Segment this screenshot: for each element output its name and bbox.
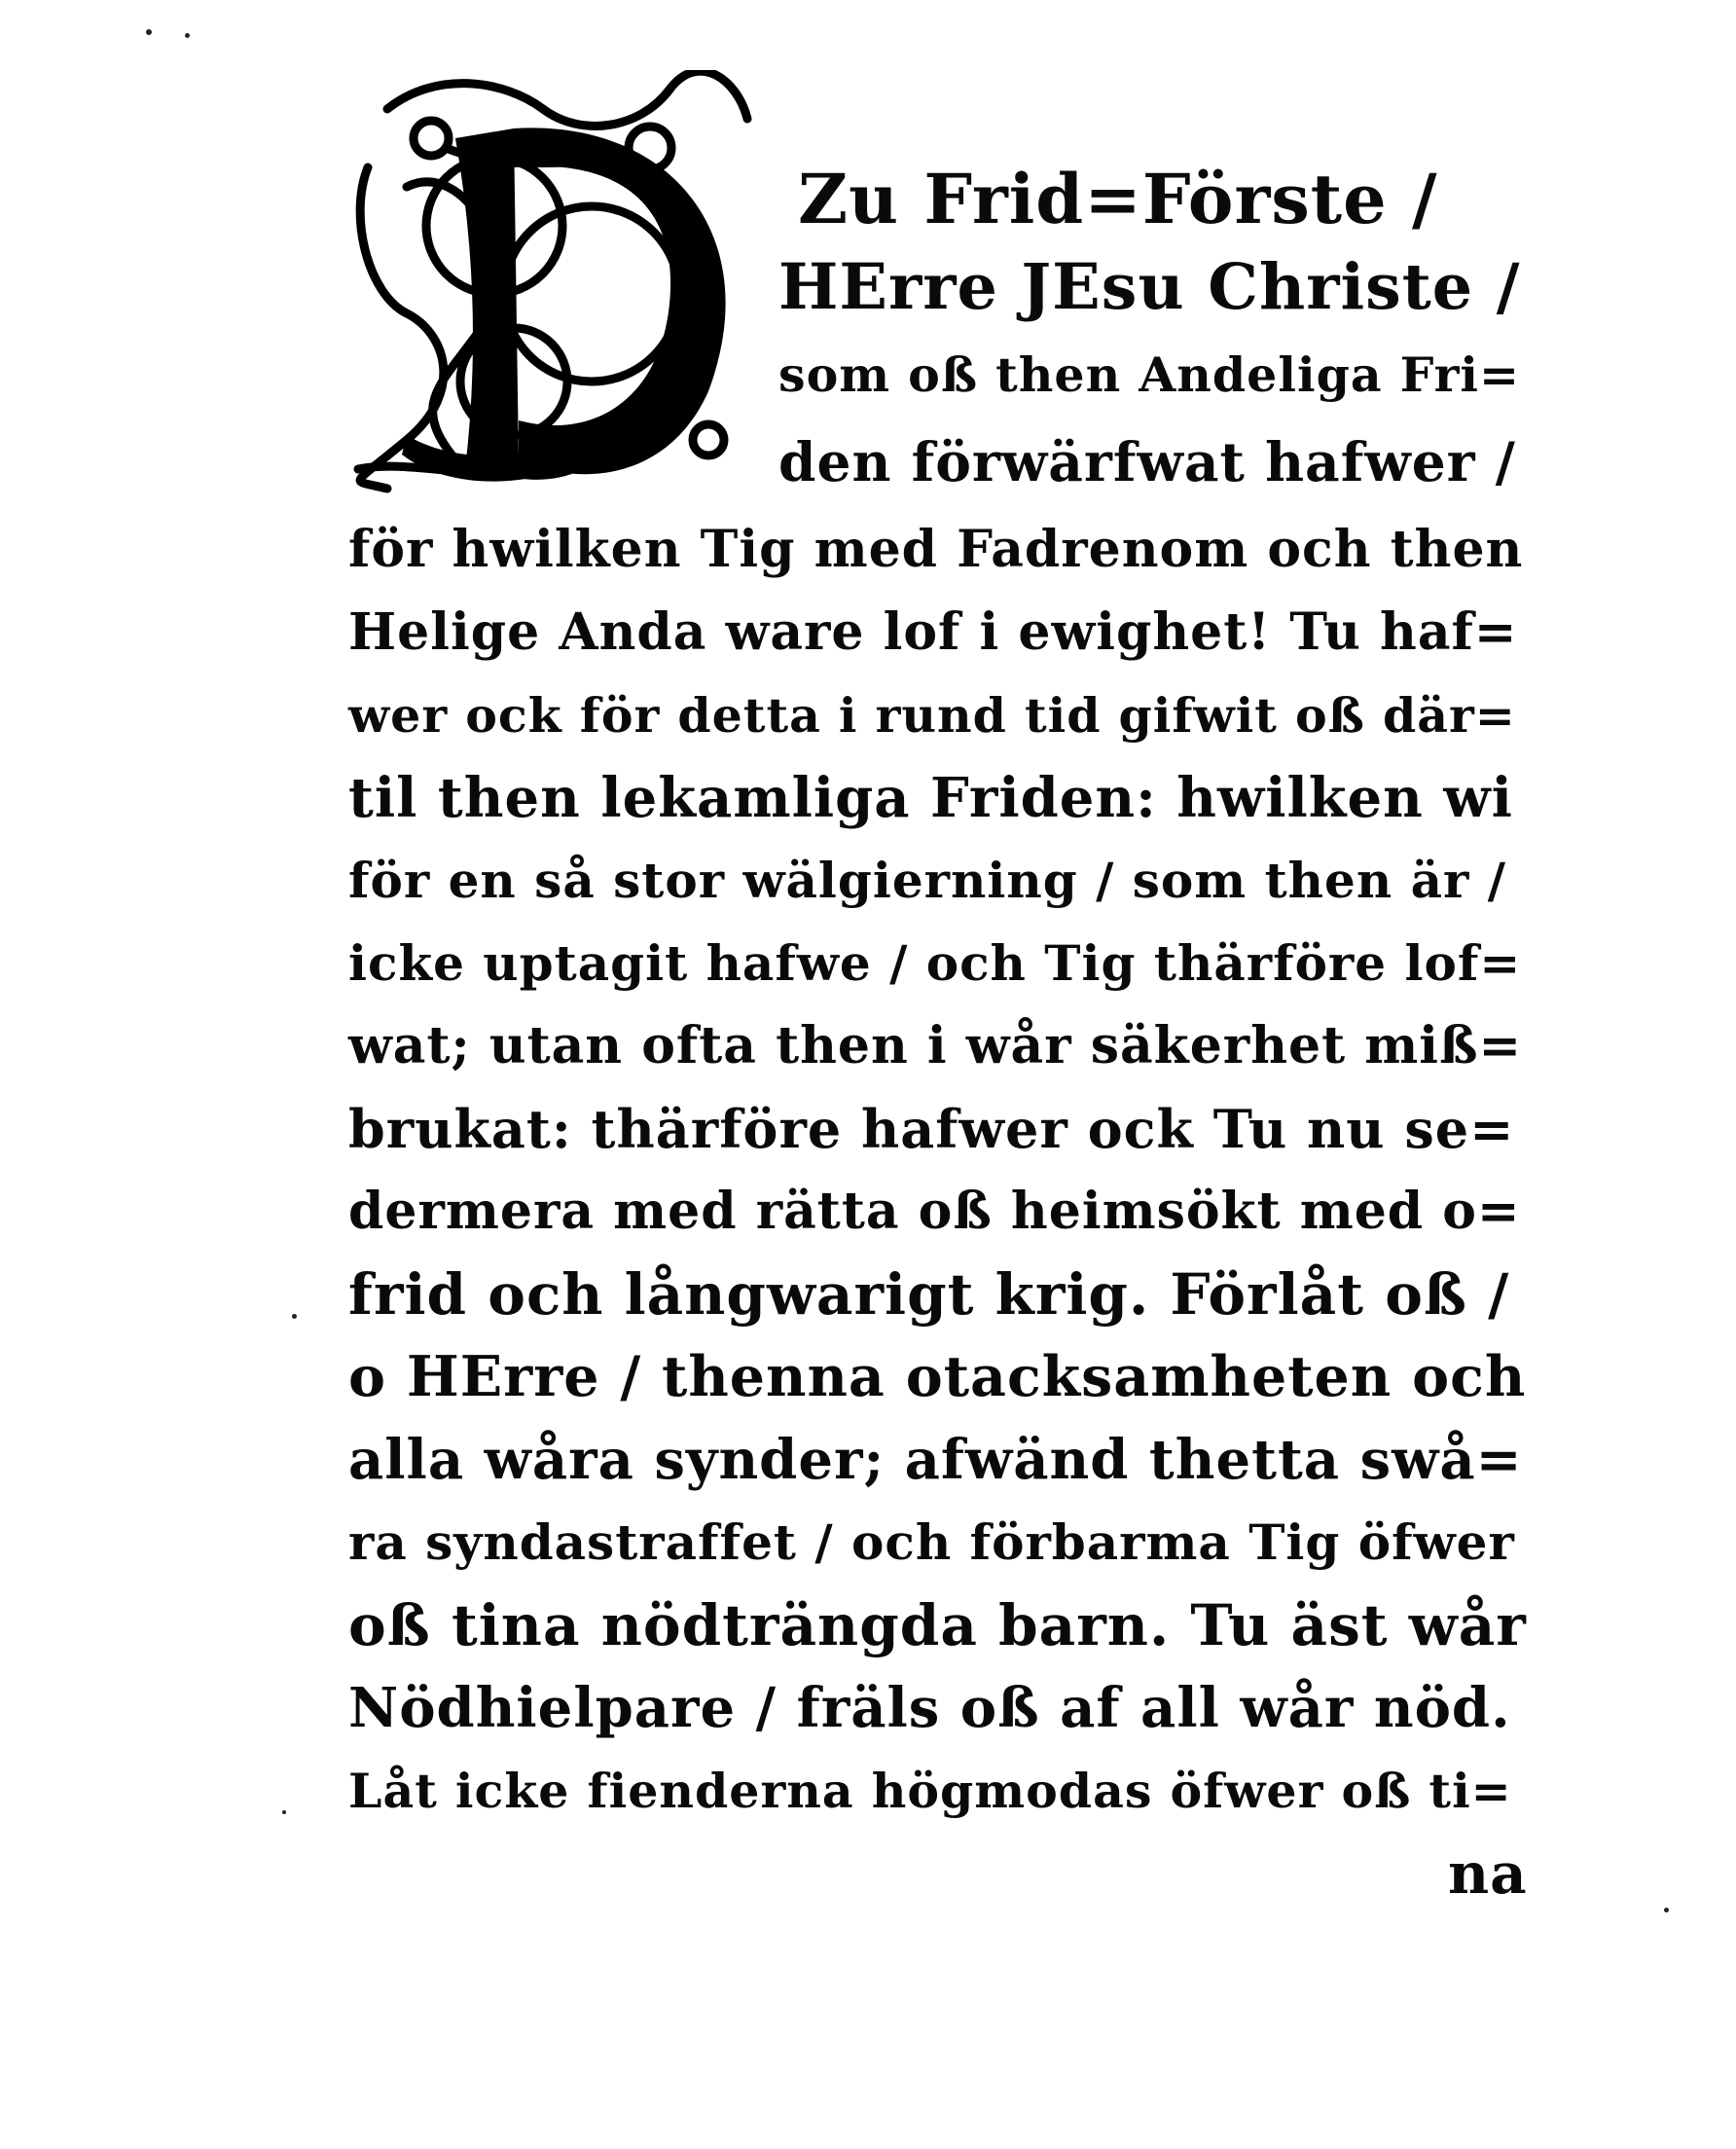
text-line-18: oß tina nödträngda barn. Tu äst wår [348, 1592, 1527, 1658]
text-line-12: brukat: thärföre hafwer ock Tu nu se= [348, 1098, 1515, 1160]
print-speck [292, 1314, 297, 1319]
text-line-10: icke uptagit hafwe / och Tig thärföre lof= [348, 934, 1522, 992]
text-line-3: som oß then Andeliga Fri= [778, 346, 1521, 403]
text-line-9: för en så stor wälgierning / som then är / [348, 852, 1506, 909]
text-line-14: frid och långwarigt krig. Förlåt oß / [348, 1261, 1510, 1328]
print-speck [146, 29, 152, 35]
print-speck [1664, 1908, 1669, 1912]
text-line-11: wat; utan ofta then i wår säkerhet miß= [348, 1016, 1523, 1075]
decorated-initial-d [348, 70, 767, 498]
print-speck [282, 1810, 286, 1814]
text-line-6: Helige Anda ware lof i ewighet! Tu haf= [348, 602, 1518, 662]
catchword: na [1448, 1840, 1528, 1907]
text-line-2: HErre JEsu Christe / [778, 250, 1521, 324]
text-line-1: Zu Frid=Förste / [798, 159, 1438, 239]
text-line-17: ra syndastraffet / och förbarma Tig öfwer [348, 1513, 1515, 1571]
text-line-20: Låt icke fienderna högmodas öfwer oß ti= [348, 1763, 1512, 1819]
text-line-19: Nödhielpare / fräls oß af all wår nöd. [348, 1676, 1511, 1740]
text-line-4: den förwärfwat hafwer / [778, 430, 1516, 493]
text-line-8: til then lekamliga Friden: hwilken wi [348, 766, 1513, 830]
ornamental-initial-icon [348, 70, 767, 498]
print-speck [185, 33, 190, 38]
text-line-13: dermera med rätta oß heimsökt med o= [348, 1182, 1521, 1241]
text-line-16: alla wåra synder; afwänd thetta swå= [348, 1428, 1523, 1492]
text-line-5: för hwilken Tig med Fadrenom och then [348, 520, 1524, 579]
text-line-7: wer ock för detta i rund tid gifwit oß där= [348, 687, 1516, 744]
text-line-15: o HErre / thenna otacksamheten och [348, 1344, 1527, 1409]
